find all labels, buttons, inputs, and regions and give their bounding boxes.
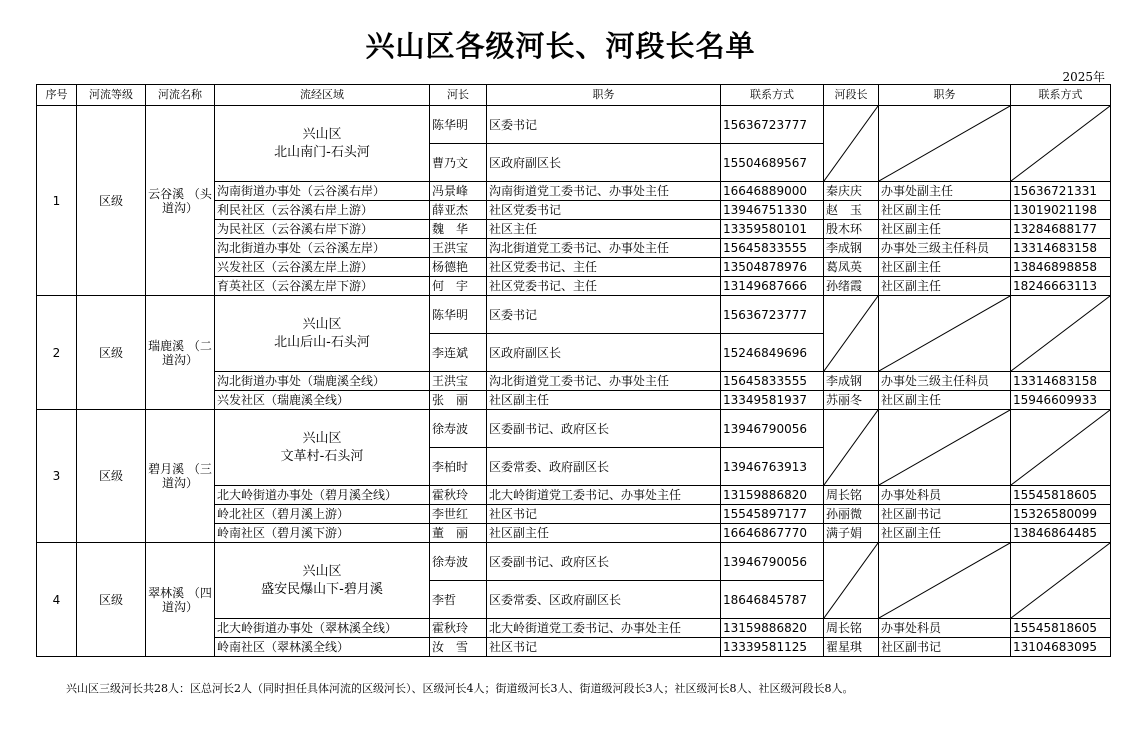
table-row [37, 296, 1111, 334]
segment-chief-empty [824, 410, 879, 486]
segment-area: 岭南社区（碧月溪下游） [215, 524, 430, 543]
river-chief-phone: 15545897177 [721, 505, 824, 524]
river-chief-title: 区政府副区长 [487, 144, 721, 182]
river-chief-name: 冯景峰 [430, 182, 487, 201]
segment-chief-title: 社区副书记 [879, 638, 1011, 657]
header-cell: 流经区域 [215, 85, 430, 106]
segment-chief-title: 办事处科员 [879, 486, 1011, 505]
segment-chief-title: 社区副主任 [879, 258, 1011, 277]
segment-chief-name: 秦庆庆 [824, 182, 879, 201]
river-level: 区级 [77, 410, 146, 543]
segment-chief-phone: 15636721331 [1011, 182, 1111, 201]
river-chief-name: 薛亚杰 [430, 201, 487, 220]
year-label: 2025年 [1062, 70, 1105, 84]
river-chief-phone: 13149687666 [721, 277, 824, 296]
segment-area: 岭北社区（碧月溪上游） [215, 505, 430, 524]
segment-chief-title: 办事处三级主任科员 [879, 239, 1011, 258]
header-cell: 河流等级 [77, 85, 146, 106]
river-chief-phone: 15636723777 [721, 106, 824, 144]
segment-chief-title: 社区副主任 [879, 524, 1011, 543]
river-chief-name: 杨德艳 [430, 258, 487, 277]
segment-chief-title: 社区副主任 [879, 220, 1011, 239]
river-chief-title: 社区党委书记、主任 [487, 258, 721, 277]
segment-chief-name: 殷木环 [824, 220, 879, 239]
segment-chief-empty [824, 106, 879, 182]
segment-chief-name: 孙丽微 [824, 505, 879, 524]
header-cell: 职务 [879, 85, 1011, 106]
river-number: 1 [37, 106, 77, 296]
segment-chief-phone: 13314683158 [1011, 239, 1111, 258]
river-chief-phone: 15645833555 [721, 372, 824, 391]
segment-chief-phone: 13846898858 [1011, 258, 1111, 277]
river-chief-phone: 15645833555 [721, 239, 824, 258]
table-body [37, 106, 1111, 657]
river-chief-title: 区委副书记、政府区长 [487, 410, 721, 448]
river-chief-title: 区委副书记、政府区长 [487, 543, 721, 581]
river-chief-phone: 18646845787 [721, 581, 824, 619]
river-chief-phone: 13359580101 [721, 220, 824, 239]
segment-title-empty [879, 543, 1011, 619]
river-chief-name: 董 丽 [430, 524, 487, 543]
segment-title-empty [879, 296, 1011, 372]
segment-title-empty [879, 106, 1011, 182]
segment-chief-name: 苏丽冬 [824, 391, 879, 410]
river-chief-name: 王洪宝 [430, 239, 487, 258]
segment-area: 北大岭街道办事处（翠林溪全线） [215, 619, 430, 638]
river-area: 兴山区 北山南门-石头河 [215, 106, 430, 182]
river-chief-name: 曹乃文 [430, 144, 487, 182]
river-chief-name: 李世红 [430, 505, 487, 524]
river-chief-name: 何 宇 [430, 277, 487, 296]
river-number: 4 [37, 543, 77, 657]
segment-area: 北大岭街道办事处（碧月溪全线） [215, 486, 430, 505]
segment-area: 沟北街道办事处（云谷溪左岸） [215, 239, 430, 258]
river-chief-phone: 13946790056 [721, 543, 824, 581]
segment-area: 岭南社区（翠林溪全线） [215, 638, 430, 657]
segment-chief-phone: 13104683095 [1011, 638, 1111, 657]
header-cell: 联系方式 [721, 85, 824, 106]
segment-chief-phone: 13314683158 [1011, 372, 1111, 391]
river-chief-phone: 15504689567 [721, 144, 824, 182]
segment-area: 兴发社区（瑞鹿溪全线） [215, 391, 430, 410]
segment-area: 为民社区（云谷溪右岸下游） [215, 220, 430, 239]
river-chief-title: 区委书记 [487, 106, 721, 144]
river-chief-phone: 15636723777 [721, 296, 824, 334]
segment-chief-title: 社区副主任 [879, 391, 1011, 410]
river-area: 兴山区 盛安民爆山下-碧月溪 [215, 543, 430, 619]
river-number: 3 [37, 410, 77, 543]
table-row [37, 106, 1111, 144]
segment-chief-title: 办事处科员 [879, 619, 1011, 638]
header-cell: 序号 [37, 85, 77, 106]
river-chief-name: 汝 雪 [430, 638, 487, 657]
segment-chief-title: 社区副主任 [879, 277, 1011, 296]
river-chief-phone: 16646889000 [721, 182, 824, 201]
segment-chief-name: 李成钢 [824, 239, 879, 258]
river-chief-title: 社区书记 [487, 505, 721, 524]
segment-area: 利民社区（云谷溪右岸上游） [215, 201, 430, 220]
river-chief-name: 徐寿波 [430, 543, 487, 581]
river-chief-name: 陈华明 [430, 296, 487, 334]
river-chief-title: 社区党委书记 [487, 201, 721, 220]
river-chief-phone: 13159886820 [721, 619, 824, 638]
segment-chief-title: 社区副主任 [879, 201, 1011, 220]
segment-area: 沟北街道办事处（瑞鹿溪全线） [215, 372, 430, 391]
river-chief-title: 沟南街道党工委书记、办事处主任 [487, 182, 721, 201]
river-chief-title: 区委书记 [487, 296, 721, 334]
river-name: 碧月溪 （三道沟） [146, 410, 215, 543]
river-chief-phone: 16646867770 [721, 524, 824, 543]
river-chief-title: 区委常委、政府副区长 [487, 448, 721, 486]
segment-chief-phone: 18246663113 [1011, 277, 1111, 296]
river-chief-name: 张 丽 [430, 391, 487, 410]
segment-chief-name: 孙绪霞 [824, 277, 879, 296]
river-chief-phone: 13159886820 [721, 486, 824, 505]
segment-chief-phone: 13846864485 [1011, 524, 1111, 543]
river-chief-phone: 13946763913 [721, 448, 824, 486]
river-area: 兴山区 北山后山-石头河 [215, 296, 430, 372]
river-chief-phone: 13504878976 [721, 258, 824, 277]
river-chief-name: 霍秋玲 [430, 486, 487, 505]
river-level: 区级 [77, 543, 146, 657]
river-chief-title: 社区党委书记、主任 [487, 277, 721, 296]
segment-chief-name: 翟星琪 [824, 638, 879, 657]
river-level: 区级 [77, 106, 146, 296]
river-chief-phone: 13946790056 [721, 410, 824, 448]
segment-area: 沟南街道办事处（云谷溪右岸） [215, 182, 430, 201]
segment-chief-name: 周长铭 [824, 486, 879, 505]
segment-chief-phone: 15545818605 [1011, 486, 1111, 505]
segment-chief-title: 办事处副主任 [879, 182, 1011, 201]
header-row [37, 85, 1111, 106]
segment-area: 育英社区（云谷溪左岸下游） [215, 277, 430, 296]
river-chief-title: 沟北街道党工委书记、办事处主任 [487, 372, 721, 391]
segment-chief-phone: 15326580099 [1011, 505, 1111, 524]
river-level: 区级 [77, 296, 146, 410]
river-chief-name: 王洪宝 [430, 372, 487, 391]
river-chief-name: 徐寿波 [430, 410, 487, 448]
segment-chief-empty [824, 543, 879, 619]
river-area: 兴山区 文革村-石头河 [215, 410, 430, 486]
river-chief-phone: 13946751330 [721, 201, 824, 220]
river-chief-name: 李连斌 [430, 334, 487, 372]
header-cell: 联系方式 [1011, 85, 1111, 106]
river-chief-title: 社区副主任 [487, 391, 721, 410]
river-number: 2 [37, 296, 77, 410]
segment-phone-empty [1011, 410, 1111, 486]
header-cell: 职务 [487, 85, 721, 106]
segment-chief-name: 李成钢 [824, 372, 879, 391]
river-chief-name: 李柏时 [430, 448, 487, 486]
river-chief-name: 霍秋玲 [430, 619, 487, 638]
segment-chief-phone: 15946609933 [1011, 391, 1111, 410]
river-chief-title: 北大岭街道党工委书记、办事处主任 [487, 619, 721, 638]
river-chief-title: 沟北街道党工委书记、办事处主任 [487, 239, 721, 258]
table-row [37, 410, 1111, 448]
river-chief-table [36, 84, 1111, 657]
segment-chief-title: 社区副书记 [879, 505, 1011, 524]
river-chief-title: 区委常委、区政府副区长 [487, 581, 721, 619]
segment-chief-phone: 13019021198 [1011, 201, 1111, 220]
river-chief-title: 社区副主任 [487, 524, 721, 543]
segment-chief-empty [824, 296, 879, 372]
river-chief-title: 社区主任 [487, 220, 721, 239]
segment-phone-empty [1011, 296, 1111, 372]
river-chief-name: 李哲 [430, 581, 487, 619]
segment-chief-name: 周长铭 [824, 619, 879, 638]
segment-chief-name: 满子娟 [824, 524, 879, 543]
header-cell: 河段长 [824, 85, 879, 106]
river-chief-name: 魏 华 [430, 220, 487, 239]
river-chief-phone: 13349581937 [721, 391, 824, 410]
river-chief-title: 区政府副区长 [487, 334, 721, 372]
header-cell: 河流名称 [146, 85, 215, 106]
segment-phone-empty [1011, 543, 1111, 619]
summary-note: 兴山区三级河长共28人：区总河长2人（同时担任具体河流的区级河长）、区级河长4人；街道级河长3人、街道级河段长3人；社区级河长8人、社区级河段长8人。 [66, 682, 854, 695]
segment-chief-name: 赵 玉 [824, 201, 879, 220]
segment-chief-name: 葛凤英 [824, 258, 879, 277]
river-chief-title: 社区书记 [487, 638, 721, 657]
header-cell: 河长 [430, 85, 487, 106]
segment-chief-phone: 13284688177 [1011, 220, 1111, 239]
table-row [37, 543, 1111, 581]
segment-area: 兴发社区（云谷溪左岸上游） [215, 258, 430, 277]
river-chief-phone: 15246849696 [721, 334, 824, 372]
segment-phone-empty [1011, 106, 1111, 182]
page-title: 兴山区各级河长、河段长名单 [365, 29, 756, 63]
river-name: 翠林溪 （四道沟） [146, 543, 215, 657]
river-chief-phone: 13339581125 [721, 638, 824, 657]
river-name: 瑞鹿溪 （二道沟） [146, 296, 215, 410]
river-name: 云谷溪 （头道沟） [146, 106, 215, 296]
river-chief-title: 北大岭街道党工委书记、办事处主任 [487, 486, 721, 505]
segment-title-empty [879, 410, 1011, 486]
segment-chief-title: 办事处三级主任科员 [879, 372, 1011, 391]
river-chief-name: 陈华明 [430, 106, 487, 144]
segment-chief-phone: 15545818605 [1011, 619, 1111, 638]
